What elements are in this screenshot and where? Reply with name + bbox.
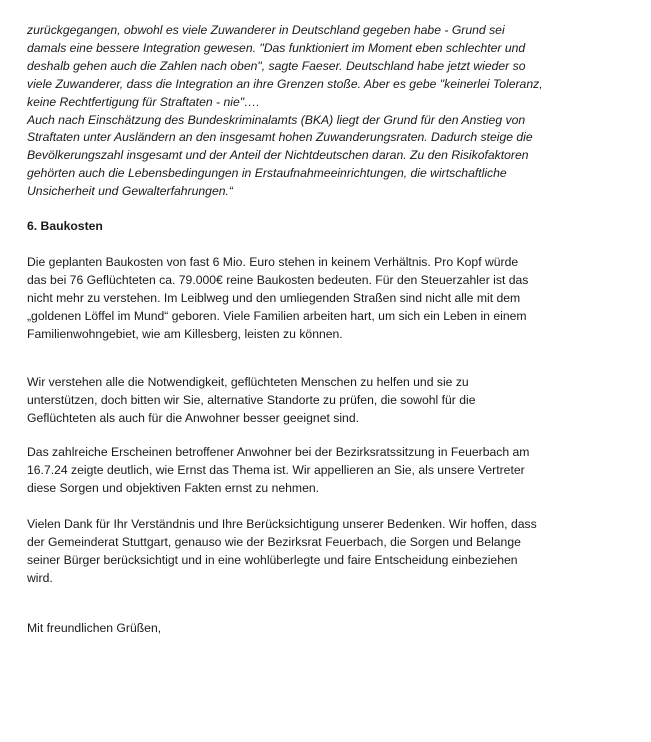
quote-line: deshalb gehen auch die Zahlen nach oben", sagte Faeser. Deutschland habe jetzt wieder so <box>27 58 526 73</box>
paragraph-line: wird. <box>27 570 53 585</box>
quote-paragraph <box>27 22 543 201</box>
quote-line: gehörten auch die Lebensbedingungen in Erstaufnahmeeinrichtungen, die wirtschaftliche <box>27 166 507 181</box>
paragraph-line: diese Sorgen und objektiven Fakten ernst zu nehmen. <box>27 480 320 495</box>
paragraph-line: der Gemeinderat Stuttgart, genauso wie der Bezirksrat Feuerbach, die Sorgen und Belange <box>27 534 521 549</box>
section-heading-baukosten: 6. Baukosten <box>27 219 103 233</box>
paragraph-line: Familienwohngebiet, wie am Killesberg, leisten zu können. <box>27 326 343 341</box>
paragraph-line: „goldenen Löffel im Mund“ geboren. Viele Familien arbeiten hart, um sich ein Leben in einem <box>27 308 527 323</box>
understanding-paragraph <box>27 374 476 428</box>
paragraph-line: Wir verstehen alle die Notwendigkeit, geflüchteten Menschen zu helfen und sie zu <box>27 375 469 389</box>
quote-line: Auch nach Einschätzung des Bundeskriminalamts (BKA) liegt der Grund für den Anstieg von <box>27 112 526 127</box>
paragraph-line: Das zahlreiche Erscheinen betroffener Anwohner bei der Bezirksratssitzung in Feuerbach am <box>27 445 530 459</box>
quote-line: Straftaten unter Ausländern an den insgesamt hohen Zuwanderungsraten. Dadurch steige die <box>27 130 533 145</box>
baukosten-paragraph <box>27 254 528 344</box>
meeting-paragraph <box>27 444 529 498</box>
quote-line: Unsicherheit und Gewalterfahrungen.“ <box>27 184 233 199</box>
quote-line: Bevölkerungszahl insgesamt und der Anteil der Nichtdeutschen daran. Zu den Risikofaktoren <box>27 148 529 163</box>
closing-salutation: Mit freundlichen Grüßen, <box>27 621 162 635</box>
quote-line: damals eine bessere Integration gewesen. "Das funktioniert im Moment eben schlechter und <box>27 40 526 55</box>
paragraph-line: 16.7.24 zeigte deutlich, wie Ernst das Thema ist. Wir appellieren an Sie, als unsere Vertreter <box>27 462 525 477</box>
quote-line: keine Rechtfertigung für Straftaten - nie"…. <box>27 94 260 109</box>
quote-line: viele Zuwanderer, dass die Integration an ihre Grenzen stoße. Aber es gebe "keinerlei Toleranz, <box>27 76 543 91</box>
paragraph-line: unterstützen, doch bitten wir Sie, alternative Standorte zu prüfen, die sowohl für die <box>27 392 476 407</box>
paragraph-line: seiner Bürger berücksichtigt und in eine wohlüberlegte und faire Entscheidung einbeziehen <box>27 552 518 567</box>
quote-line: zurückgegangen, obwohl es viele Zuwanderer in Deutschland gegeben habe - Grund sei <box>27 23 505 37</box>
paragraph-line: das bei 76 Geflüchteten ca. 79.000€ reine Baukosten bedeuten. Für den Steuerzahler ist das <box>27 272 529 287</box>
paragraph-line: Die geplanten Baukosten von fast 6 Mio. Euro stehen in keinem Verhältnis. Pro Kopf würde <box>27 255 519 269</box>
thanks-paragraph <box>27 516 537 588</box>
paragraph-line: Geflüchteten als auch für die Anwohner besser geeignet sind. <box>27 410 359 425</box>
paragraph-line: Vielen Dank für Ihr Verständnis und Ihre Berücksichtigung unserer Bedenken. Wir hoffen, dass <box>27 517 537 531</box>
paragraph-line: nicht mehr zu verstehen. Im Leiblweg und den umliegenden Straßen sind nicht alle mit dem <box>27 290 521 305</box>
